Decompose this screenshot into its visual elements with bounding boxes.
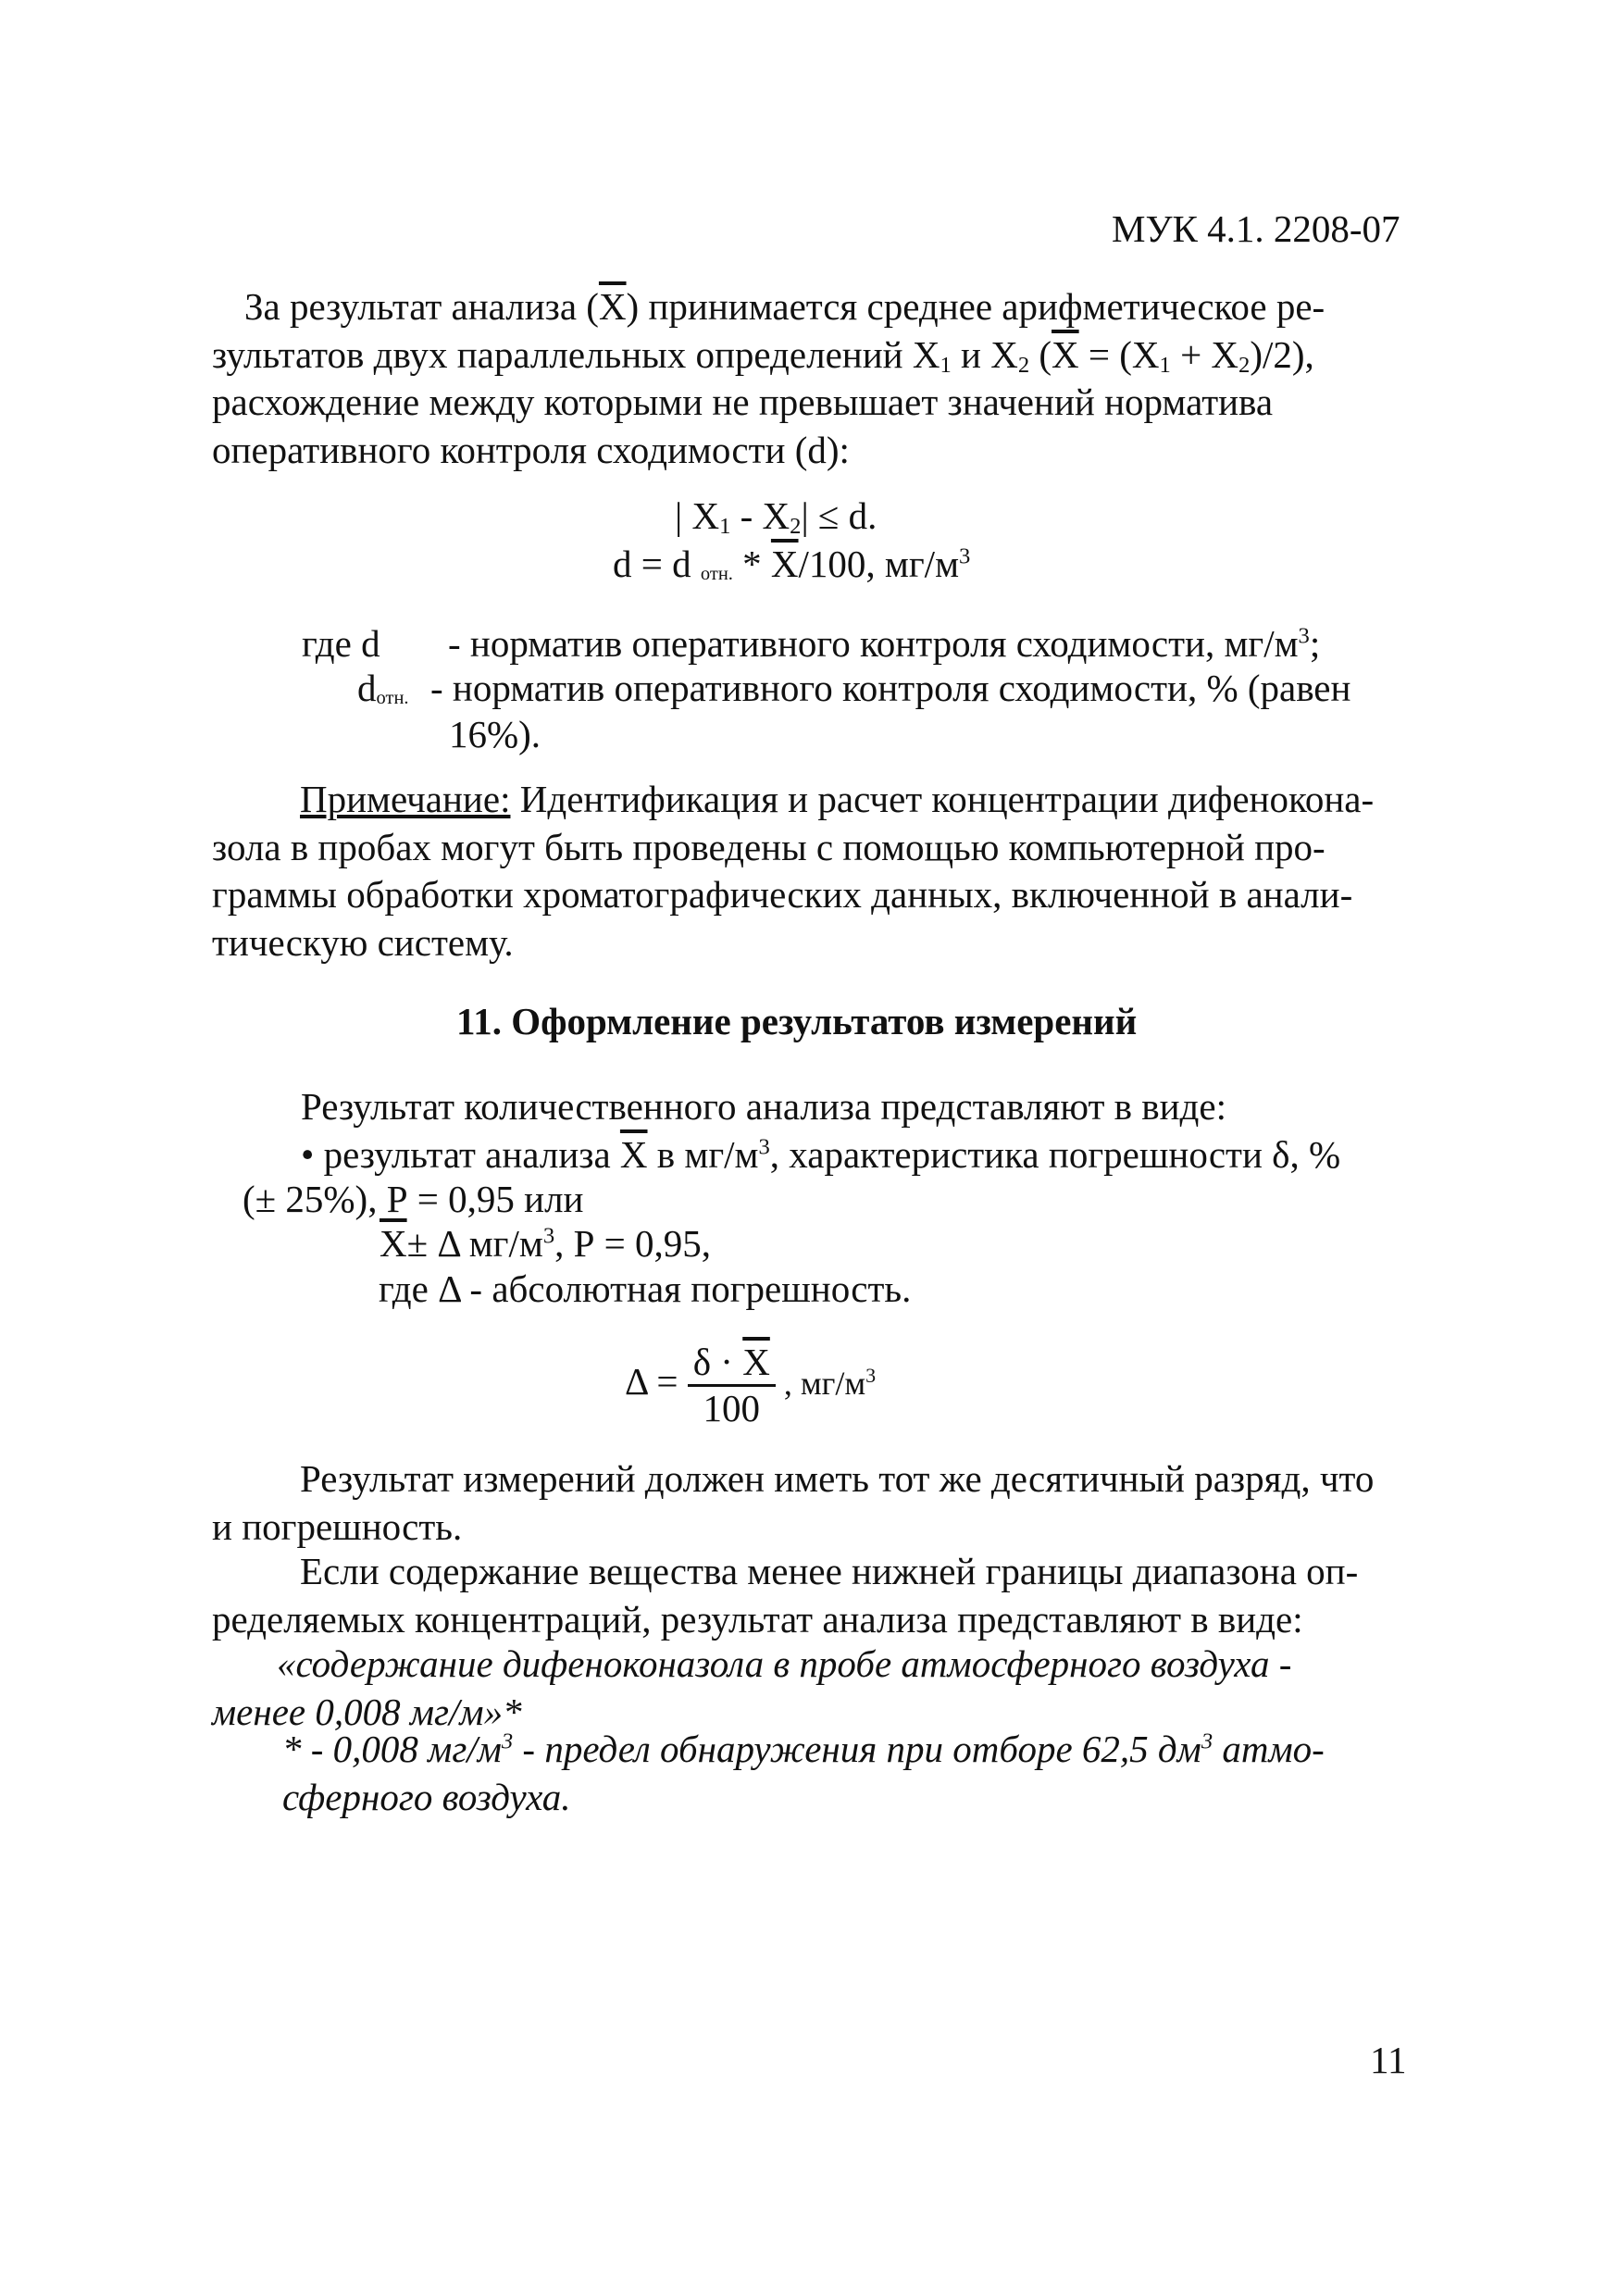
formula-difference: | $X_1 - X_2| \le d$.	[675, 494, 877, 539]
tail-footnote-line-1: * - 0,008 $мг/м^3$ - предел обнаружения при отборе 62,5 $дм^3$ атмо-	[282, 1728, 1325, 1770]
tail-paragraph-2	[212, 1548, 1398, 1643]
formula-d: d = d отн. * $\overline{X}/100$, $мг/м^3$	[613, 543, 971, 585]
where-d-term: где d	[302, 622, 380, 665]
formula-delta-numerator: $\delta \cdot \overline{X}$	[688, 1341, 776, 1387]
intro-line-3: расхождение между которыми не превышает значений норматива	[212, 381, 1274, 424]
tail-paragraph-1	[212, 1455, 1398, 1551]
formula-delta-fraction	[688, 1341, 776, 1430]
results-delta-definition: где Δ - абсолютная погрешность.	[379, 1267, 912, 1310]
results-error-line: (± 25%), Р = 0,95 или	[243, 1178, 584, 1220]
tail-p2-line-1: Если содержание вещества менее нижней границы диапазона оп-	[300, 1550, 1359, 1592]
tail-p2-line-2: ределяемых концентраций, результат анализа представляют в виде:	[212, 1597, 1303, 1641]
tail-italic-line-1: «содержание дифеноконазола в пробе атмосферного воздуха -	[277, 1642, 1292, 1685]
section-heading: 11. Оформление результатов измерений	[456, 1000, 1138, 1042]
formula-delta-denominator: 100	[703, 1387, 761, 1430]
note-label: Примечание:	[300, 778, 511, 820]
where-d-rel-definition: - норматив оперативного контроля сходимости, % (равен	[430, 667, 1351, 709]
intro-line-1: За результат анализа $(\overline{X})$ принимается среднее арифметическое ре-	[244, 285, 1326, 328]
tail-p1-line-2: и погрешность.	[212, 1504, 463, 1548]
note-line-1: Примечание: Идентификация и расчет концентрации дифенокона-	[300, 778, 1375, 820]
note-line-2: зола в пробах могут быть проведены с помощью компьютерной про-	[212, 825, 1326, 868]
formula-delta: Δ = $\frac{\delta \cdot \overline{X}}{100}$ , $мг/м^3$	[625, 1341, 877, 1430]
note-line-3: граммы обработки хроматографических данных, включенной в анали-	[212, 873, 1353, 917]
tail-italic-line-2: менее 0,008 мг/м»*	[212, 1690, 522, 1733]
intro-line-4: оперативного контроля сходимости (d):	[212, 428, 850, 471]
where-d-rel-term: dотн.	[357, 667, 409, 709]
note-paragraph	[212, 776, 1398, 967]
note-line-4: тическую систему.	[212, 920, 514, 964]
results-intro: Результат количественного анализа представляют в виде:	[301, 1085, 1226, 1128]
intro-paragraph	[212, 283, 1398, 475]
bullet-icon: •	[301, 1133, 315, 1176]
results-bullet-line: • результат анализа $\overline{X}$ в $мг/м^3$, характеристика погрешности δ, %	[301, 1133, 1341, 1176]
tail-footnote	[282, 1726, 1398, 1821]
tail-italic-statement	[212, 1641, 1398, 1736]
where-d-definition: - норматив оперативного контроля сходимости, $мг/м^3$;	[448, 622, 1321, 665]
page-number: 11	[1370, 2039, 1407, 2081]
tail-footnote-line-2: сферного воздуха.	[282, 1775, 571, 1818]
document-code: МУК 4.1. 2208-07	[1112, 207, 1400, 250]
tail-p1-line-1: Результат измерений должен иметь тот же десятичный разряд, что	[300, 1457, 1375, 1500]
where-d-rel-value: 16%).	[449, 713, 541, 755]
results-interval-line: $\overline{X}\pm \Delta$ $мг/м^3$, Р = 0,95,	[380, 1222, 712, 1265]
intro-line-2: зультатов двух параллельных определений $X_1$ и $X_2$ $(\overline{X} = (X_1 + X_2)/2)$,	[212, 332, 1314, 378]
